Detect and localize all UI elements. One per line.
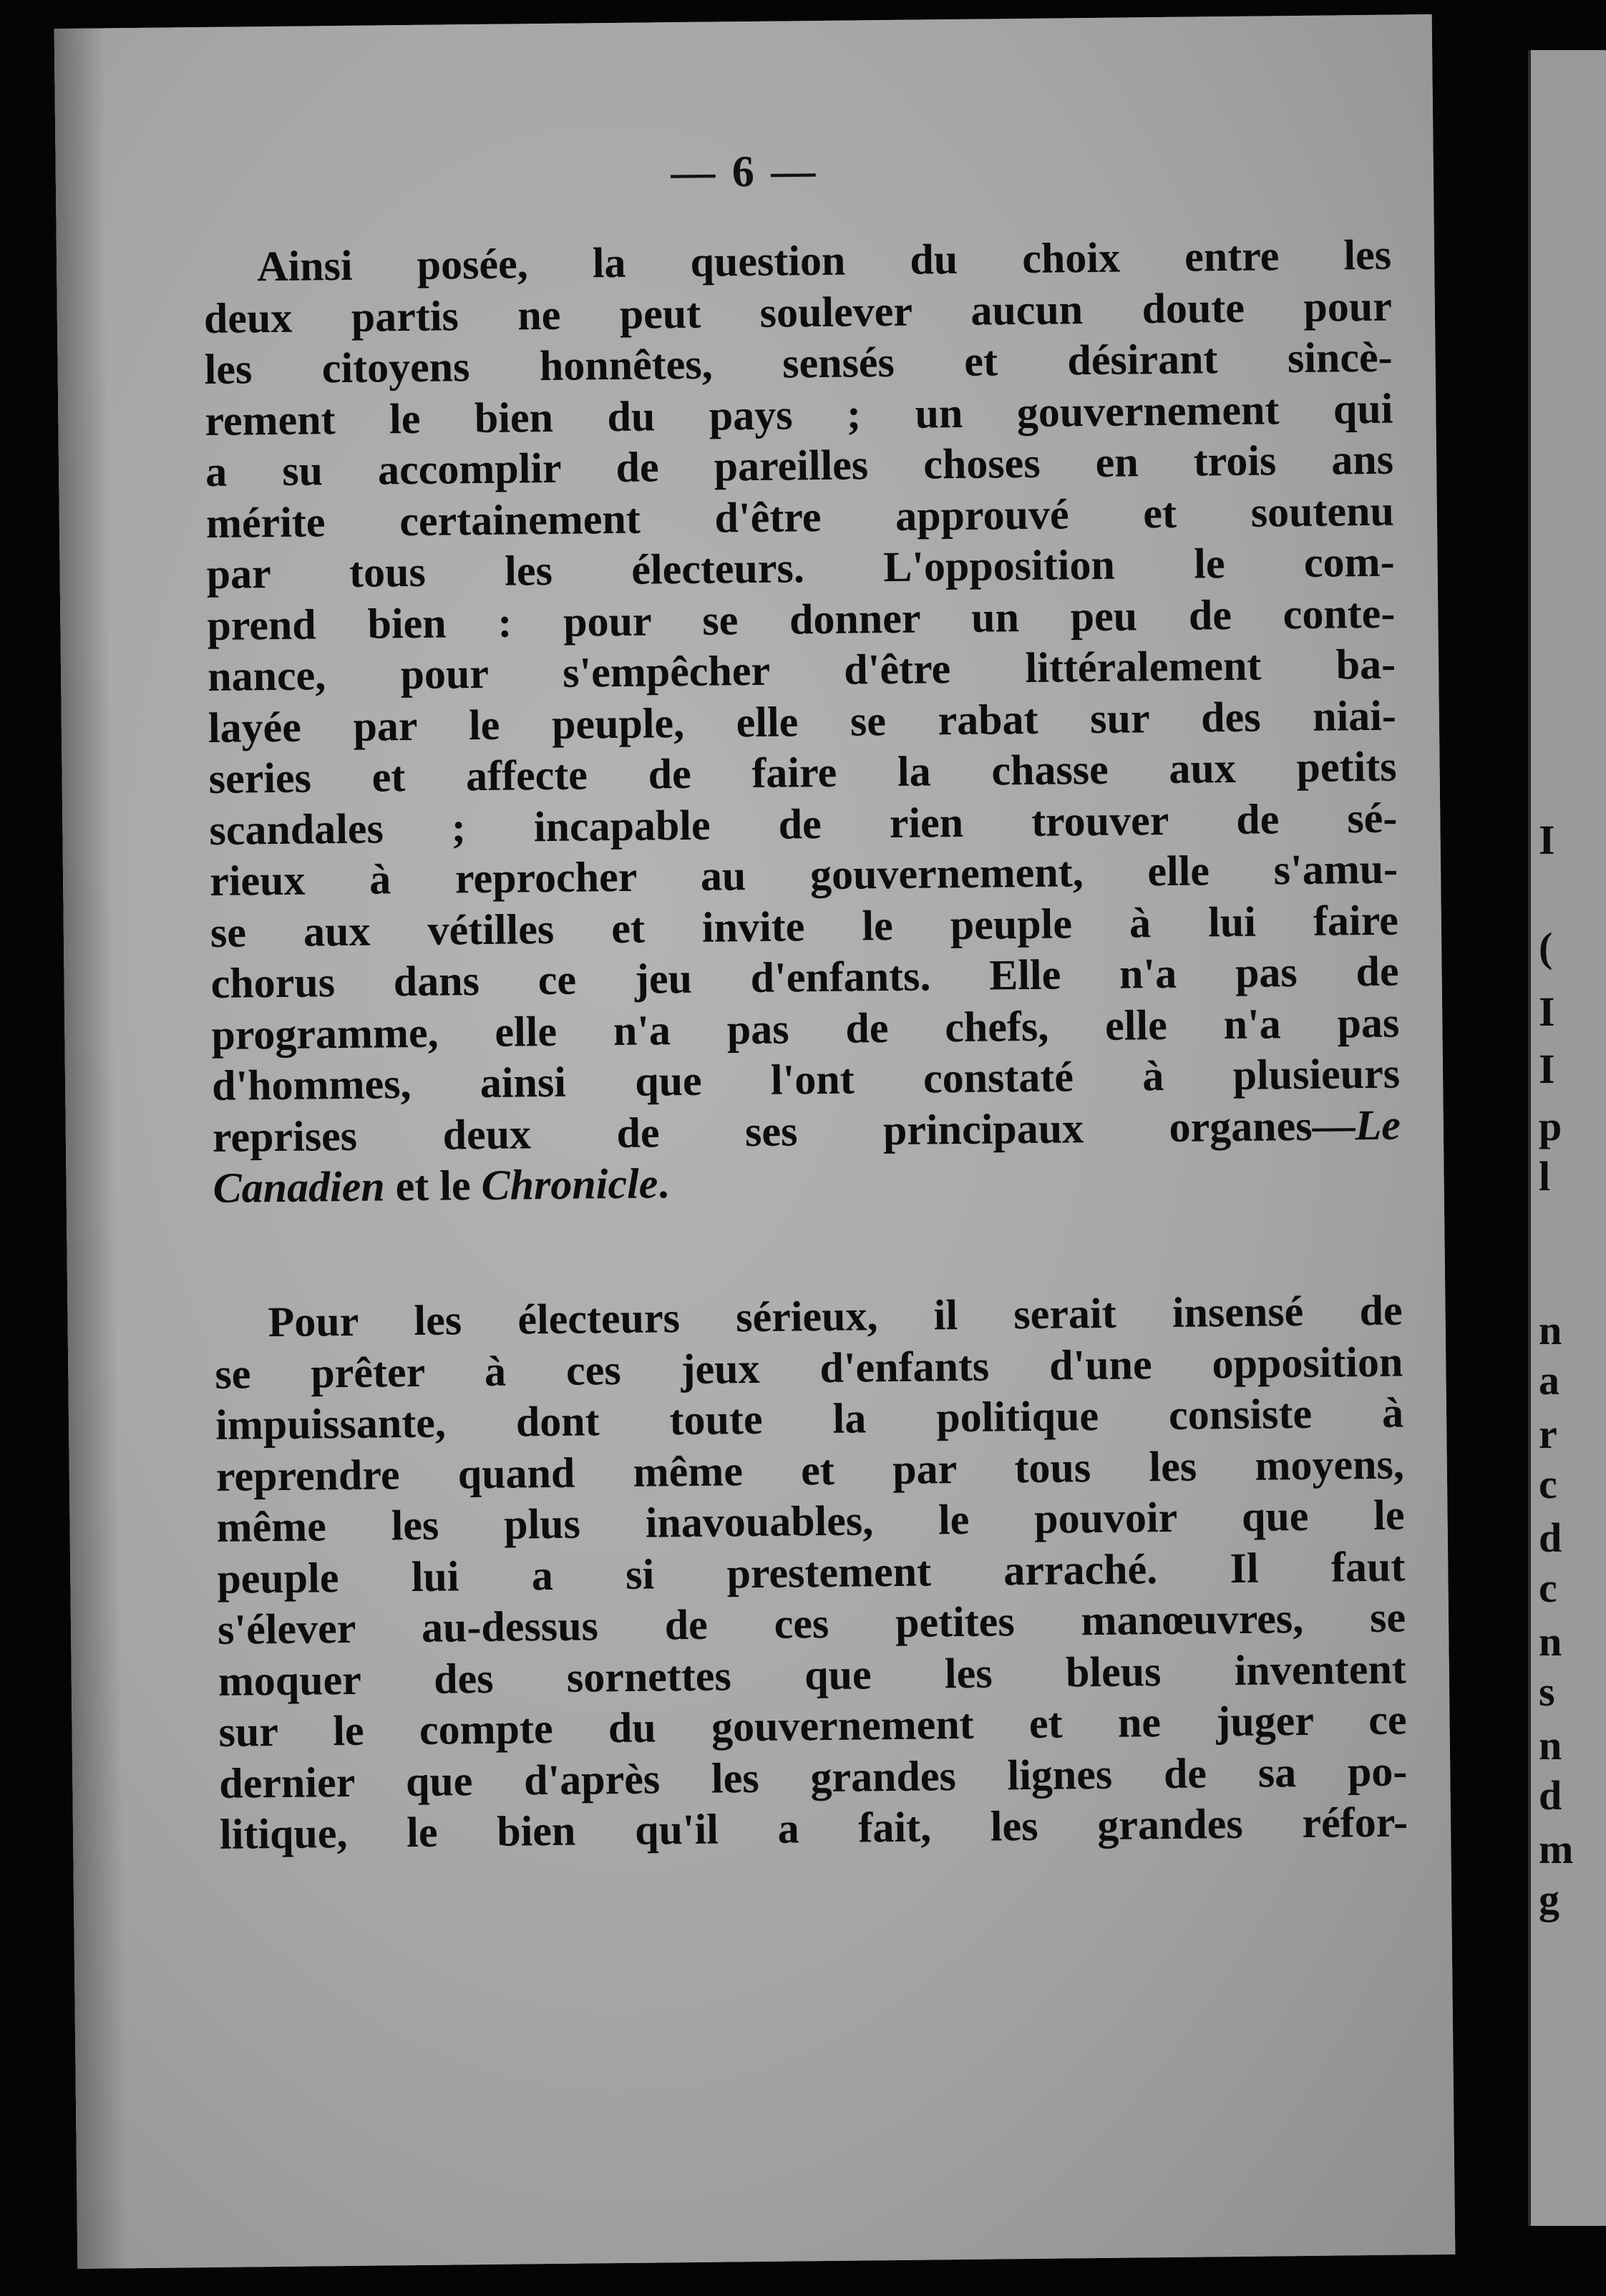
- text-line: d'hommes, ainsi que l'ont constaté à plusieurs: [211, 1049, 1401, 1109]
- edge-letter: m: [1539, 1826, 1574, 1872]
- edge-letter: g: [1539, 1876, 1559, 1922]
- edge-letter: I: [1539, 988, 1555, 1035]
- text-line: dernier que d'après les grandes lignes de sa po-: [219, 1747, 1408, 1807]
- edge-letter: n: [1539, 1618, 1562, 1665]
- edge-letter: (: [1539, 924, 1553, 971]
- text-line: litique, le bien qu'il a fait, les grandes réfor-: [219, 1798, 1408, 1858]
- text-segment: .: [657, 1159, 669, 1207]
- edge-letter: n: [1539, 1722, 1562, 1769]
- text-line: nance, pour s'empêcher d'être littéralement ba-: [207, 640, 1396, 700]
- text-line: layée par le peuple, elle se rabat sur des niai-: [208, 691, 1397, 751]
- text-line: les citoyens honnêtes, sensés et désirant sincè-: [204, 333, 1393, 393]
- edge-letter: n: [1539, 1307, 1562, 1353]
- text-line: scandales ; incapable de rien trouver de sé-: [209, 794, 1398, 854]
- text-line: par tous les électeurs. L'opposition le com-: [206, 537, 1395, 598]
- edge-letter: I: [1539, 1046, 1555, 1092]
- text-line: rement le bien du pays ; un gouvernement qui: [205, 384, 1393, 444]
- text-line: moquer des sornettes que les bleus inventent: [218, 1645, 1407, 1705]
- text-line: s'élever au-dessus de ces petites manœuvres, se: [217, 1593, 1406, 1653]
- page-shadow: [54, 28, 128, 2269]
- edge-letter: a: [1539, 1357, 1559, 1404]
- edge-letter: I: [1539, 817, 1555, 863]
- text-line: a su accomplir de pareilles choses en trois ans: [205, 435, 1394, 495]
- text-line: sur le compte du gouvernement et ne juger ce: [218, 1696, 1407, 1756]
- italic-title-canadien: Canadien: [213, 1162, 386, 1212]
- text-line: Pour les électeurs sérieux, il serait insensé de: [268, 1286, 1403, 1346]
- paragraph-1: [203, 230, 1401, 1215]
- text-line: rieux à reprocher au gouvernement, elle s'amu-: [209, 845, 1398, 905]
- text-line: deux partis ne peut soulever aucun doute pour: [203, 282, 1393, 342]
- edge-letter: c: [1539, 1461, 1557, 1507]
- paragraph-2: [214, 1285, 1408, 1861]
- text-line: mérite certainement d'être approuvé et soutenu: [205, 487, 1395, 547]
- edge-letter: p: [1539, 1103, 1562, 1149]
- text-line: prend bien : pour se donner un peu de conte-: [207, 589, 1396, 649]
- text-line: programme, elle n'a pas de chefs, elle n'a pas: [211, 998, 1400, 1059]
- edge-letter: l: [1539, 1153, 1551, 1200]
- text-segment: et le: [384, 1162, 482, 1210]
- text-line: peuple lui a si prestement arraché. Il faut: [217, 1542, 1406, 1602]
- book-page: [54, 14, 1456, 2269]
- italic-title-chronicle: Chronicle: [481, 1159, 658, 1210]
- text-line: series et affecte de faire la chasse aux petits: [208, 742, 1397, 802]
- edge-letter: d: [1539, 1514, 1562, 1561]
- text-line: se prêter à ces jeux d'enfants d'une opposition: [215, 1338, 1403, 1398]
- edge-letter: c: [1539, 1565, 1557, 1611]
- text-line: se aux vétilles et invite le peuple à lui faire: [210, 896, 1399, 956]
- italic-title-le: Le: [1355, 1101, 1401, 1149]
- text-line: chorus dans ce jeu d'enfants. Elle n'a pas de: [210, 947, 1399, 1007]
- text-line: impuissante, dont toute la politique consiste à: [215, 1388, 1404, 1449]
- text-line: Ainsi posée, la question du choix entre les: [256, 230, 1392, 291]
- text-line: même les plus inavouables, le pouvoir que le: [216, 1491, 1405, 1551]
- text-line: reprendre quand même et par tous les moyens,: [215, 1440, 1405, 1500]
- edge-letter: d: [1539, 1772, 1562, 1819]
- page-number: — 6 —: [670, 146, 819, 198]
- edge-letter: s: [1539, 1668, 1555, 1715]
- edge-letter: r: [1539, 1411, 1557, 1457]
- text-segment: reprises deux de ses principaux organes—: [212, 1101, 1356, 1161]
